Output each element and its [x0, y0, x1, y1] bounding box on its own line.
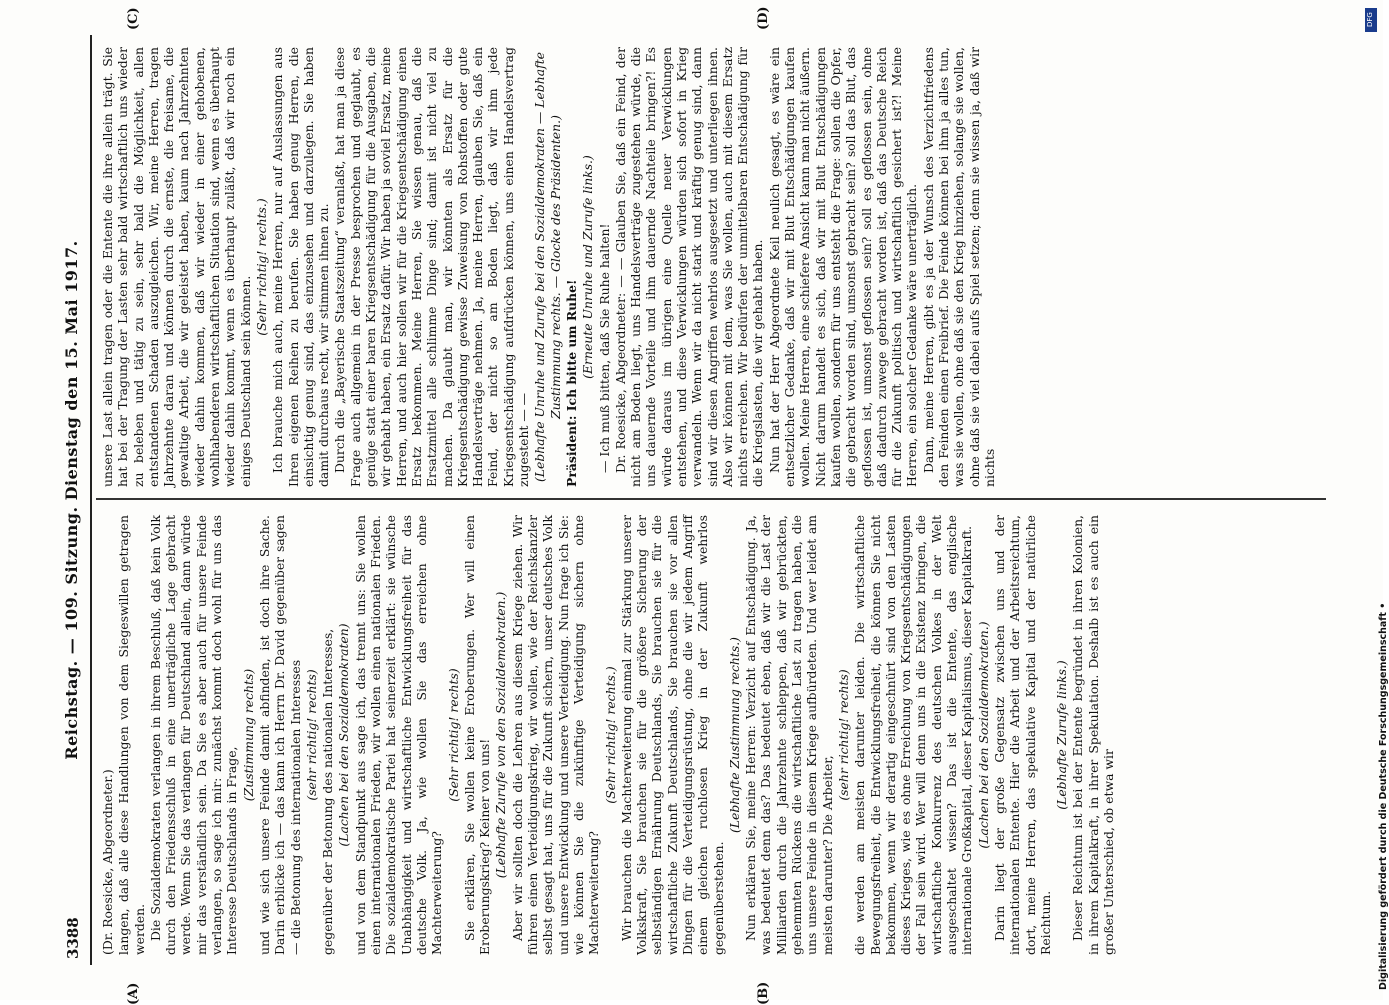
left-para: Die Sozialdemokraten verlangen in ihrem Beschluß, daß kein Volk durch den Friedensschluß in eine unerträgliche Lage gebracht werde. Wenn Sie das verlangen für Deutschland allein, dann würde mir das verständlich sein. Da Sie es aber auch für unsere Feinde verlangen, so sage ich mir: zunächst kommt doch wohl für uns das Interesse Deutschlands in Frage, [147, 515, 240, 955]
left-para: gegenüber der Betonung des nationalen Interesses, [320, 628, 336, 955]
dfg-logo-text: DFG [1366, 12, 1374, 27]
right-interjection: (Lebhafte Unruhe und Zurufe bei den Sozialdemokraten — Lebhafte Zustimmung rechts. — Glocke des Präsidenten.) [532, 51, 563, 483]
left-interjection: (Lachen bei den Sozialdemokraten) [336, 623, 352, 847]
right-column [100, 47, 1325, 487]
left-interjection: (Sehr richtig! rechts.) [602, 666, 618, 804]
right-para: — Ich muß bitten, daß Sie Ruhe halten! [596, 223, 612, 473]
page-number: 3388 [64, 917, 82, 959]
right-para: Durch die „Bayerische Staatszeitung“ veranlaßt, hat man ja diese Frage auch allgemein in der Presse besprochen und geglaubt, es genüge statt einer baren Kriegsentschädigung für die Ausgaben, die wir gehabt haben, ein Ersatz dafür. Wir haben ja soviel Ersatz, meine Herren, und auch hier sollen wir für die Kriegsentschädigung einen Ersatz bekommen. Meine Herren, Sie wissen genau, daß die Ersatzmittel alle schlimme Dinge sind; damit ist nicht viel zu machen. Da glaubt man, wir könnten als Ersatz für die Kriegsentschädigung gewisse Zuweisung von Rohstoffen oder gute Handelsverträge nehmen. Ja, meine Herren, glauben Sie, daß ein Feind, der nicht so am Boden liegt, daß wir ihm jede Kriegsentschädigung aufdrücken können, uns einen Handelsvertrag zugesteht — — [332, 47, 532, 487]
margin-mark-b: (B) [756, 981, 771, 1005]
right-interjection: (Sehr richtig! rechts.) [253, 198, 269, 336]
left-interjection: (Lebhafte Zurufe von den Sozialdemokraten.) [493, 591, 509, 879]
left-para: Nun erklären Sie, meine Herren: Verzicht auf Entschädigung. Ja, was bedeutet denn das? Das bedeutet eben, daß wir die Last der Milliarden durch die Jahrzehnte schleppen, daß wir gebrückten, gehemmten Rückens die wirtschaftliche Last zu tragen haben, die uns unsere Feinde in diesem Kriege aufbürdeten. Und wer leidet am meisten darunter? Die Arbeiter, [743, 515, 835, 955]
left-interjection: (Lebhafte Zustimmung rechts.) [726, 636, 742, 834]
left-para: Darin liegt der große Gegensatz zwischen uns und der internationalen Entente. Hier die Arbeit und der Arbeitsreichtum, dort, meine Herren, das spekulative Kapital und der natürliche Reichtum. [991, 515, 1053, 955]
header-rule [90, 35, 92, 965]
left-interjection: (Lachen bei den Sozialdemokraten.) [975, 621, 991, 849]
left-interjection: (Zustimmung rechts) [240, 668, 256, 802]
margin-mark-c: (C) [126, 7, 141, 30]
right-para: unsere Last allein tragen oder die Entente die ihre allein trägt. Sie hat bei der Tragung der Lasten sehr bald wirtschaftlich uns wieder zu beleben und tätig zu sein, sehr bald die Möglichkeit, allen entstandenen Schaden auszugleichen. Wir, meine Herren, tragen Jahrzehnte daran und können durch die ernste, die freisame, die gewaltige Arbeit, die wir geleistet haben, kaum nach Jahrzehnten wieder dahin kommen, daß wir wieder in einer gehobenen, wohlhabenderen wirtschaftlichen Situation sind, wenn es überhaupt wieder dahin kommt, wenn es überhaupt zuläßt, daß wir noch ein einiges Deutschland sein können. [100, 47, 253, 487]
left-para: und wie sich unsere Feinde damit abfinden, ist doch ihre Sache. Darin erblicke ich — das kann ich Herrn Dr. David gegenüber sagen — die Betonung des internationalen Interesses [256, 515, 303, 955]
left-para: Sie erklären, Sie wollen keine Eroberungen. Wer will einen Eroberungskrieg? Keiner von uns! [461, 515, 493, 955]
left-interjection: (Lebhafte Zurufe links.) [1054, 660, 1070, 810]
right-interjection: (Erneute Unruhe und Zurufe links.) [580, 155, 596, 379]
margin-mark-d: (D) [756, 6, 771, 30]
column-divider [96, 499, 1326, 501]
left-para: Aber wir sollten doch die Lehren aus diesem Kriege ziehen. Wir führen einen Verteidigungskrieg, wir wollen, wie der Reichskanzler selbst gesagt hat, uns für die Zukunft sichern, unser deutsches Volk und unsere Entwicklung und unsere Verteidigung. Nun frage ich Sie: wie können Sie die zukünftige Verteidigung sichern ohne Machterweiterung? [509, 515, 602, 955]
dfg-logo [1365, 8, 1377, 32]
left-para: Wir brauchen die Machterweiterung einmal zur Stärkung unserer Volkskraft, Sie brauchen sie für die größere Sicherung der selbständigen Ernährung Deutschlands, Sie brauchen sie für die wirtschaftliche Zukunft Deutschlands, Sie brauchen sie vor allen Dingen für die Verteidigungsrüstung, ohne die wir jedem Angriff einem gleichen ruchlosen Krieg in der Zukunft wehrlos gegenüberstehen. [618, 515, 726, 955]
left-interjection: (Sehr richtig! rechts) [445, 668, 461, 802]
page-header [56, 35, 90, 965]
left-column [100, 515, 1325, 955]
right-para: Ich brauche mich auch, meine Herren, nur auf Auslassungen aus Ihren eigenen Reihen zu berufen. Sie haben genug Herren, die einsichtig genug sind, das einzusehen und darzulegen. Sie haben damit durchaus recht, wir stimmen ihnen zu. [270, 47, 332, 487]
right-para: Nun hat der Herr Abgeordnete Keil neulich gesagt, es wäre ein entsetzlicher Gedanke, daß wir mit Blut Entschädigungen kaufen wollen. Meine Herren, eine schiefere Ansicht kann man nicht äußern. Nicht darum handelt es sich, daß wir mit Blut Entschädigungen kaufen wollen, sondern für uns entsteht die Frage: sollen die Opfer, die gebracht worden sind, umsonst gebracht sein? soll das Blut, das geflossen ist, umsonst geflossen sein? soll es geflossen sein, ohne daß dadurch zuwege gebracht worden ist, daß das Deutsche Reich für die Zukunft politisch und wirtschaftlich gesichert ist?! Meine Herren, ein solcher Gedanke wäre unerträglich. [766, 47, 920, 487]
margin-mark-a: (A) [126, 982, 141, 1005]
right-para: Dann, meine Herren, gibt es ja der Wunsch des Verzichtfriedens den Feinden einen Freibrief. Die Feinde können bei ihm ja alles tun, was sie wollen, ohne daß sie den Krieg hinziehen, solange sie wollen, ohne daß sie viel dabei aufs Spiel setzen; denn sie wissen ja, daß wir nichts [920, 47, 997, 487]
left-para: langen, daß alle diese Handlungen von dem Siegeswillen getragen werden. [116, 515, 147, 955]
right-para: Dr. Roesicke, Abgeordneter: — — Glauben Sie, daß ein Feind, der nicht am Boden liegt, uns Handelsverträge zugestehen würde, die uns dauernde Vorteile und ihm dauernde Nachteile bringen?! Es würde daraus im übrigen eine Quelle neuer Verwicklungen entstehen, und diese Verwicklungen würden sich sofort in Krieg verwandeln. Wenn wir da nicht stark und kräftig genug sind, dann sind wir diesen Angriffen wehrlos ausgesetzt und unterliegen ihnen. Also wir können mit dem, was Sie wollen, auch mit diesem Ersatz nichts erreichen. Wir bedürfen der unmittelbaren Entschädigung für die Kriegslasten, die wir gehabt haben. [612, 47, 766, 487]
page-title: Reichstag. — 109. Sitzung. Dienstag den 15. Mai 1917. [62, 240, 81, 760]
digitization-note: Digitalisierung gefördert durch die Deutsche Forschungsgemeinschaft • [1378, 602, 1389, 990]
left-para: und von dem Standpunkt aus sage ich, das trennt uns: Sie wollen einen internationalen Frieden, wir wollen einen nationalen Frieden. Die sozialdemokratische Partei hat seinerzeit erklärt: sie wünsche Unabhängigkeit und wirtschaftliche Entwicklungsfreiheit für das deutsche Volk. Ja, wie wollen Sie das erreichen ohne Machterweiterung? [352, 515, 445, 955]
left-interjection: (sehr richtig! rechts) [303, 669, 319, 801]
rotated-page-content [56, 6, 1336, 1005]
president-line: Präsident: Ich bitte um Ruhe! [563, 279, 579, 487]
left-para: Dieser Reichtum ist bei der Entente begründet in ihren Kolonien, in ihrem Kapitalkraft, in ihrer Spekulation. Deshalb ist es auch ein großer Unterschied, ob etwa wir [1070, 515, 1116, 955]
left-para: die werden am meisten darunter leiden. Die wirtschaftliche Bewegungsfreiheit, die Entwicklungsfreiheit, die können Sie nicht bekommen, wenn wir derartig eingeschnürt sind von den Lasten dieses Krieges, wie es ohne Erreichung von Kriegsentschädigungen der Fall sein wird. Wer will denn uns in die Existenz bringen, die wirtschaftliche Konkurrenz des deutschen Volkes in der Welt ausgeschaltet wissen? Das ist die Entente, das englische internationale Großkapital, dieser Kapitalismus, dieser Kapitalkraft. [852, 515, 975, 955]
left-para: (Dr. Roesicke, Abgeordneter.) [100, 769, 115, 955]
left-interjection: (sehr richtig! rechts) [835, 669, 851, 801]
